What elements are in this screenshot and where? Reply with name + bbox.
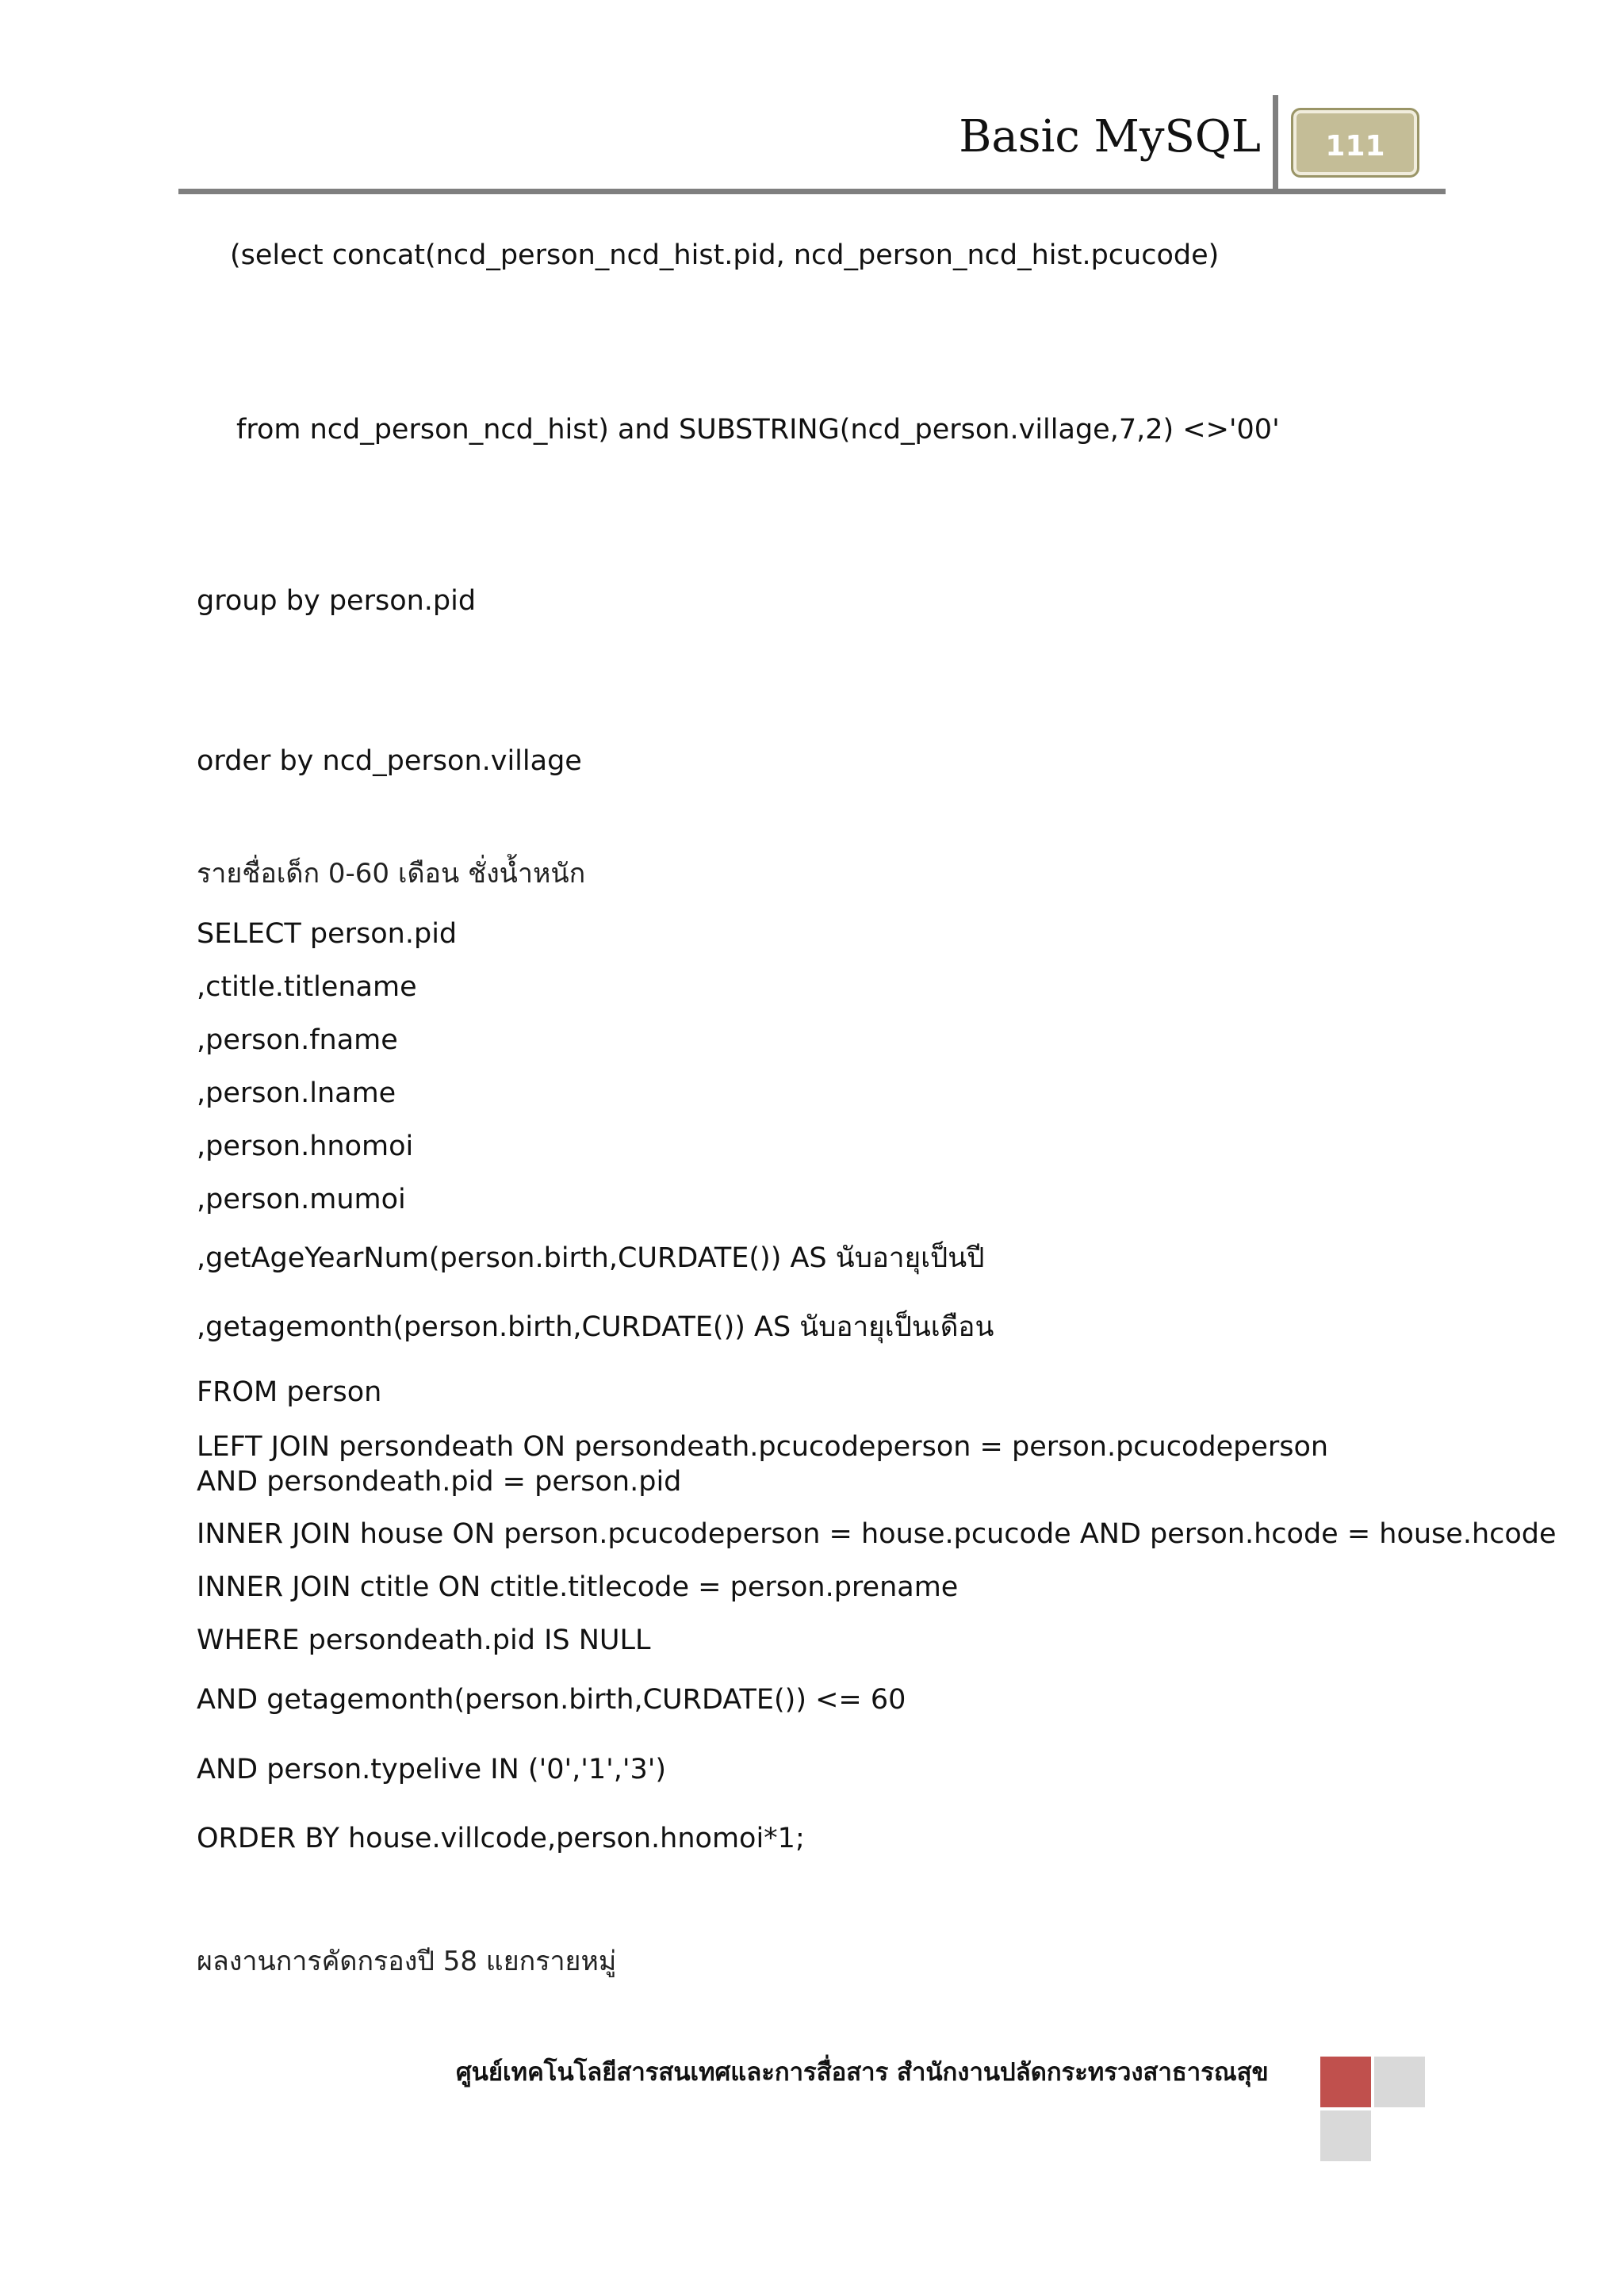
section-heading: รายชื่อเด็ก 0-60 เดือน ชั่งน้ำหนัก xyxy=(197,858,586,890)
sql-line: ,person.mumoi xyxy=(197,1184,406,1215)
header-rule xyxy=(178,189,1446,194)
title-divider xyxy=(1273,95,1278,190)
sql-line: (select concat(ncd_person_ncd_hist.pid, ncd_person_ncd_hist.pcucode) xyxy=(230,239,1220,271)
sql-line: INNER JOIN house ON person.pcucodeperson = house.pcucode AND person.hcode = house.hcode xyxy=(197,1518,1557,1550)
footer-gray-square xyxy=(1320,2110,1371,2161)
sql-line: group by person.pid xyxy=(197,585,477,617)
sql-line: ORDER BY house.villcode,person.hnomoi*1; xyxy=(197,1823,805,1854)
sql-line: LEFT JOIN persondeath ON persondeath.pcucodeperson = person.pcucodeperson AND persondeath.pid = person.pid xyxy=(197,1431,1329,1498)
sql-line: order by ncd_person.village xyxy=(197,745,582,777)
sql-line: FROM person xyxy=(197,1376,382,1408)
sql-line: ,getagemonth(person.birth,CURDATE()) AS นับอายุเป็นเดือน xyxy=(197,1311,994,1343)
section-heading: ผลงานการคัดกรองปี 58 แยกรายหมู่ xyxy=(197,1946,617,1977)
sql-line: ,person.hnomoi xyxy=(197,1131,414,1162)
sql-line: ,ctitle.titlename xyxy=(197,971,417,1003)
sql-line: ,getAgeYearNum(person.birth,CURDATE()) AS นับอายุเป็นปี xyxy=(197,1242,985,1274)
sql-line: SELECT person.pid xyxy=(197,918,458,950)
page-number-badge xyxy=(1291,108,1419,178)
footer-text: ศูนย์เทคโนโลยีสารสนเทศและการสื่อสาร สำนักงานปลัดกระทรวงสาธารณสุข xyxy=(456,2058,1269,2087)
sql-line: WHERE persondeath.pid IS NULL xyxy=(197,1624,651,1656)
sql-line: ,person.lname xyxy=(197,1077,396,1109)
footer-gray-square xyxy=(1374,2057,1425,2107)
footer-red-square xyxy=(1320,2057,1371,2107)
sql-line: AND person.typelive IN ('0','1','3') xyxy=(197,1754,667,1785)
sql-line: AND getagemonth(person.birth,CURDATE()) <= 60 xyxy=(197,1684,906,1716)
page-title: Basic MySQL xyxy=(959,111,1261,163)
sql-line: from ncd_person_ncd_hist) and SUBSTRING(ncd_person.village,7,2) <>'00' xyxy=(236,414,1280,446)
sql-line: INNER JOIN ctitle ON ctitle.titlecode = person.prename xyxy=(197,1571,959,1603)
page-number: 111 xyxy=(1325,130,1385,163)
sql-line: ,person.fname xyxy=(197,1024,398,1056)
